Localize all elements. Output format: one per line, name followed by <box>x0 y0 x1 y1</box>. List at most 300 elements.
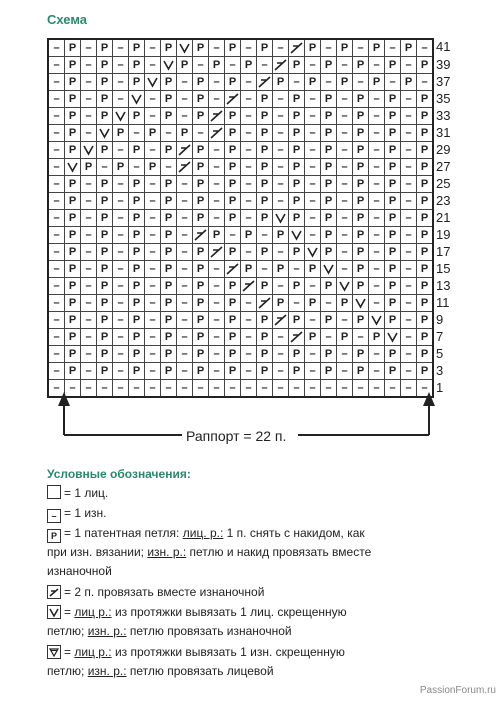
purl-cell: – <box>305 380 321 398</box>
purl-cell: – <box>241 159 257 176</box>
patent-stitch-cell: P <box>257 108 273 125</box>
patent-stitch-cell: P <box>129 108 145 125</box>
purl-cell: – <box>289 380 305 398</box>
patent-stitch-cell: P <box>289 363 305 380</box>
patent-stitch-cell: P <box>97 57 113 74</box>
patent-stitch-cell: P <box>97 346 113 363</box>
purl-cell: – <box>145 57 161 74</box>
patent-stitch-cell: P <box>337 295 353 312</box>
purl-cell: – <box>369 108 385 125</box>
patent-stitch-cell: P <box>65 193 81 210</box>
patent-stitch-cell: P <box>417 312 434 329</box>
patent-stitch-cell: P <box>81 159 97 176</box>
row-number-label: 25 <box>436 175 451 191</box>
patent-stitch-cell: P <box>353 278 369 295</box>
patent-stitch-cell: P <box>321 312 337 329</box>
patent-stitch-cell: P <box>177 125 193 142</box>
k2tog-symbol-icon <box>47 585 61 599</box>
purl-cell: – <box>81 210 97 227</box>
purl-cell: – <box>81 57 97 74</box>
patent-stitch-cell: P <box>161 261 177 278</box>
patent-stitch-cell: P <box>385 363 401 380</box>
purl-cell: – <box>401 261 417 278</box>
purl-cell: – <box>401 142 417 159</box>
patent-stitch-cell: P <box>401 74 417 91</box>
purl-cell: – <box>81 346 97 363</box>
patent-stitch-cell: P <box>353 346 369 363</box>
patent-stitch-cell: P <box>353 159 369 176</box>
row-number-label: 27 <box>436 158 451 174</box>
purl-cell: – <box>401 210 417 227</box>
patent-stitch-cell: P <box>321 227 337 244</box>
purl-cell: – <box>48 261 65 278</box>
purl-cell: – <box>305 108 321 125</box>
purl-cell: – <box>401 380 417 398</box>
repeat-label: Раппорт = 22 п. <box>186 428 287 444</box>
purl-cell: – <box>321 74 337 91</box>
purl-cell: – <box>241 91 257 108</box>
patent-stitch-cell: P <box>321 278 337 295</box>
purl-cell: – <box>353 74 369 91</box>
patent-stitch-cell: P <box>193 261 209 278</box>
patent-stitch-cell: P <box>97 39 113 57</box>
patent-stitch-cell: P <box>257 91 273 108</box>
purl-cell: – <box>241 193 257 210</box>
patent-stitch-cell: P <box>161 176 177 193</box>
patent-stitch-cell: P <box>257 39 273 57</box>
patent-stitch-cell: P <box>65 91 81 108</box>
row-number-label: 3 <box>436 362 444 378</box>
patent-stitch-cell: P <box>193 363 209 380</box>
patent-stitch-cell: P <box>129 363 145 380</box>
purl-cell: – <box>97 159 113 176</box>
purl-cell: – <box>81 91 97 108</box>
patent-stitch-cell: P <box>385 244 401 261</box>
patent-stitch-cell: P <box>417 91 434 108</box>
purl-cell: – <box>113 380 129 398</box>
purl-cell: – <box>337 108 353 125</box>
patent-stitch-cell: P <box>321 108 337 125</box>
patent-stitch-cell: P <box>97 278 113 295</box>
patent-stitch-cell: P <box>353 261 369 278</box>
row-number-label: 5 <box>436 345 444 361</box>
patent-stitch-cell: P <box>129 176 145 193</box>
patent-stitch-cell: P <box>65 176 81 193</box>
purl-cell: – <box>209 329 225 346</box>
legend-patent: P = 1 патентная петля: лиц. р.: 1 п. снять с накидом, как <box>47 524 365 543</box>
purl-cell: – <box>337 210 353 227</box>
purl-cell: – <box>209 193 225 210</box>
patent-stitch-cell: P <box>65 295 81 312</box>
purl-cell: – <box>385 74 401 91</box>
patent-stitch-cell: P <box>97 363 113 380</box>
purl-cell: – <box>48 278 65 295</box>
patent-stitch-cell: P <box>289 193 305 210</box>
patent-stitch-cell: P <box>193 278 209 295</box>
purl-cell: – <box>241 380 257 398</box>
patent-stitch-cell: P <box>193 159 209 176</box>
purl-cell: – <box>337 193 353 210</box>
patent-stitch-cell: P <box>321 142 337 159</box>
purl-cell: – <box>305 142 321 159</box>
purl-cell: – <box>369 91 385 108</box>
purl-cell: – <box>241 125 257 142</box>
purl-cell: – <box>305 176 321 193</box>
patent-stitch-cell: P <box>129 244 145 261</box>
purl-cell: – <box>145 329 161 346</box>
row-number-label: 29 <box>436 141 451 157</box>
purl-cell: – <box>113 142 129 159</box>
purl-cell: – <box>113 227 129 244</box>
purl-cell: – <box>401 91 417 108</box>
purl-cell: – <box>81 74 97 91</box>
purl-cell: – <box>305 57 321 74</box>
purl-cell: – <box>209 380 225 398</box>
patent-stitch-cell: P <box>369 74 385 91</box>
patent-stitch-cell: P <box>225 39 241 57</box>
patent-stitch-cell: P <box>417 176 434 193</box>
purl-cell: – <box>337 142 353 159</box>
purl-cell: – <box>369 142 385 159</box>
purl-cell: – <box>113 57 129 74</box>
purl-cell: – <box>113 312 129 329</box>
purl-cell: – <box>353 380 369 398</box>
legend-inc-knit: = лиц р.: из протяжки вывязать 1 лиц. скрещенную <box>47 603 347 621</box>
patent-stitch-cell: P <box>257 244 273 261</box>
purl-cell: – <box>113 261 129 278</box>
purl-cell: – <box>401 363 417 380</box>
row-number-label: 41 <box>436 39 451 54</box>
row-number-label: 19 <box>436 226 451 242</box>
purl-cell: – <box>177 108 193 125</box>
patent-stitch-cell: P <box>193 346 209 363</box>
patent-stitch-cell: P <box>353 210 369 227</box>
patent-stitch-cell: P <box>321 125 337 142</box>
purl-cell: – <box>48 108 65 125</box>
purl-cell: – <box>289 295 305 312</box>
patent-stitch-cell: P <box>193 176 209 193</box>
purl-cell: – <box>177 346 193 363</box>
patent-stitch-cell: P <box>385 57 401 74</box>
patent-stitch-cell: P <box>97 176 113 193</box>
patent-stitch-cell: P <box>417 329 434 346</box>
purl-cell: – <box>337 57 353 74</box>
purl-cell: – <box>145 39 161 57</box>
purl-cell: – <box>337 91 353 108</box>
purl-cell: – <box>369 210 385 227</box>
patent-stitch-cell: P <box>97 142 113 159</box>
patent-stitch-cell: P <box>321 346 337 363</box>
patent-stitch-cell: P <box>225 125 241 142</box>
patent-stitch-cell: P <box>305 261 321 278</box>
purl-cell: – <box>113 176 129 193</box>
patent-stitch-cell: P <box>97 244 113 261</box>
patent-stitch-cell: P <box>65 39 81 57</box>
patent-stitch-cell: P <box>417 108 434 125</box>
purl-cell: – <box>369 57 385 74</box>
patent-stitch-cell: P <box>257 363 273 380</box>
legend-inc-purl: = лиц р.: из протяжки вывязать 1 изн. скрещенную <box>47 643 345 661</box>
purl-cell: – <box>241 74 257 91</box>
patent-stitch-cell: P <box>289 278 305 295</box>
patent-stitch-cell: P <box>193 312 209 329</box>
purl-cell: – <box>417 380 434 398</box>
purl-cell: – <box>209 91 225 108</box>
row-number-label: 23 <box>436 192 451 208</box>
patent-stitch-cell: P <box>161 210 177 227</box>
patent-stitch-symbol-icon: P <box>47 529 61 543</box>
patent-stitch-cell: P <box>129 278 145 295</box>
purl-cell: – <box>401 227 417 244</box>
patent-stitch-cell: P <box>417 159 434 176</box>
purl-cell: – <box>273 329 289 346</box>
patent-stitch-cell: P <box>401 39 417 57</box>
site-watermark: PassionForum.ru <box>419 685 496 696</box>
purl-cell: – <box>177 193 193 210</box>
patent-stitch-cell: P <box>353 91 369 108</box>
purl-cell: – <box>273 346 289 363</box>
purl-cell: – <box>177 278 193 295</box>
patent-stitch-cell: P <box>289 91 305 108</box>
purl-cell: – <box>225 380 241 398</box>
patent-stitch-cell: P <box>129 295 145 312</box>
purl-cell: – <box>48 142 65 159</box>
purl-cell: – <box>369 261 385 278</box>
purl-cell: – <box>401 312 417 329</box>
patent-stitch-cell: P <box>193 74 209 91</box>
patent-stitch-cell: P <box>417 125 434 142</box>
purl-cell: – <box>257 380 273 398</box>
row-number-label: 11 <box>436 294 450 310</box>
patent-stitch-cell: P <box>417 346 434 363</box>
purl-cell: – <box>209 295 225 312</box>
purl-cell: – <box>305 227 321 244</box>
patent-stitch-cell: P <box>97 74 113 91</box>
patent-stitch-cell: P <box>97 329 113 346</box>
purl-cell: – <box>305 210 321 227</box>
patent-stitch-cell: P <box>193 193 209 210</box>
purl-cell: – <box>81 227 97 244</box>
purl-cell: – <box>225 227 241 244</box>
row-number-label: 17 <box>436 243 451 259</box>
inc-purl-symbol-icon <box>47 645 61 659</box>
patent-stitch-cell: P <box>321 57 337 74</box>
patent-stitch-cell: P <box>193 329 209 346</box>
row-number-label: 37 <box>436 73 451 89</box>
purl-cell: – <box>48 176 65 193</box>
patent-stitch-cell: P <box>161 39 177 57</box>
legend-knit: = 1 лиц. <box>47 484 108 502</box>
patent-stitch-cell: P <box>289 312 305 329</box>
patent-stitch-cell: P <box>193 142 209 159</box>
patent-stitch-cell: P <box>417 193 434 210</box>
purl-cell: – <box>81 193 97 210</box>
purl-cell: – <box>209 346 225 363</box>
patent-stitch-cell: P <box>289 108 305 125</box>
purl-cell: – <box>401 244 417 261</box>
purl-cell: – <box>321 380 337 398</box>
legend-inc-knit-cont: петлю; изн. р.: петлю провязать изнаночной <box>47 624 292 638</box>
purl-cell: – <box>401 159 417 176</box>
purl-cell: – <box>145 346 161 363</box>
patent-stitch-cell: P <box>273 295 289 312</box>
purl-cell: – <box>369 295 385 312</box>
purl-cell: – <box>113 363 129 380</box>
legend-k2tog: = 2 п. провязать вместе изнаночной <box>47 583 264 601</box>
patent-stitch-cell: P <box>369 329 385 346</box>
purl-cell: – <box>273 244 289 261</box>
patent-stitch-cell: P <box>385 159 401 176</box>
purl-cell: – <box>177 380 193 398</box>
patent-stitch-cell: P <box>321 159 337 176</box>
patent-stitch-cell: P <box>209 227 225 244</box>
purl-cell: – <box>113 278 129 295</box>
patent-stitch-cell: P <box>225 193 241 210</box>
patent-stitch-cell: P <box>321 176 337 193</box>
purl-cell: – <box>113 91 129 108</box>
patent-stitch-cell: P <box>225 244 241 261</box>
purl-cell: – <box>241 244 257 261</box>
patent-stitch-cell: P <box>97 108 113 125</box>
purl-cell: – <box>337 312 353 329</box>
purl-cell: – <box>177 74 193 91</box>
purl-cell: – <box>145 312 161 329</box>
patent-stitch-cell: P <box>97 91 113 108</box>
row-number-label: 13 <box>436 277 451 293</box>
patent-stitch-cell: P <box>337 39 353 57</box>
patent-stitch-cell: P <box>225 346 241 363</box>
purl-cell: – <box>177 329 193 346</box>
purl-cell: – <box>193 57 209 74</box>
patent-stitch-cell: P <box>257 159 273 176</box>
patent-stitch-cell: P <box>161 193 177 210</box>
purl-cell: – <box>113 244 129 261</box>
purl-cell: – <box>177 261 193 278</box>
patent-stitch-cell: P <box>129 329 145 346</box>
patent-stitch-cell: P <box>209 57 225 74</box>
patent-stitch-cell: P <box>385 346 401 363</box>
purl-cell: – <box>241 312 257 329</box>
patent-stitch-cell: P <box>65 346 81 363</box>
purl-cell: – <box>401 329 417 346</box>
purl-cell: – <box>48 91 65 108</box>
chart-title: Схема <box>47 12 88 27</box>
purl-cell: – <box>65 380 81 398</box>
patent-stitch-cell: P <box>225 278 241 295</box>
purl-cell: – <box>81 39 97 57</box>
purl-cell: – <box>273 176 289 193</box>
repeat-right-arrowhead-icon <box>423 392 435 406</box>
patent-stitch-cell: P <box>225 329 241 346</box>
patent-stitch-cell: P <box>129 142 145 159</box>
purl-cell: – <box>241 176 257 193</box>
purl-cell: – <box>417 39 434 57</box>
patent-stitch-cell: P <box>129 312 145 329</box>
purl-cell: – <box>48 329 65 346</box>
patent-stitch-cell: P <box>225 176 241 193</box>
purl-cell: – <box>81 312 97 329</box>
patent-stitch-cell: P <box>65 108 81 125</box>
purl-cell: – <box>81 125 97 142</box>
patent-stitch-cell: P <box>161 142 177 159</box>
patent-stitch-cell: P <box>289 159 305 176</box>
patent-stitch-cell: P <box>65 261 81 278</box>
purl-cell: – <box>81 108 97 125</box>
purl-cell: – <box>145 108 161 125</box>
patent-stitch-cell: P <box>225 295 241 312</box>
patent-stitch-cell: P <box>225 312 241 329</box>
patent-stitch-cell: P <box>193 295 209 312</box>
purl-cell: – <box>145 193 161 210</box>
patent-stitch-cell: P <box>257 125 273 142</box>
patent-stitch-cell: P <box>353 244 369 261</box>
purl-cell: – <box>353 329 369 346</box>
patent-stitch-cell: P <box>385 210 401 227</box>
patent-stitch-cell: P <box>289 57 305 74</box>
purl-cell: – <box>113 295 129 312</box>
patent-stitch-cell: P <box>353 193 369 210</box>
purl-cell: – <box>81 380 97 398</box>
patent-stitch-cell: P <box>241 57 257 74</box>
purl-cell: – <box>401 346 417 363</box>
purl-cell: – <box>177 227 193 244</box>
purl-cell: – <box>337 363 353 380</box>
purl-cell: – <box>48 312 65 329</box>
purl-cell: – <box>113 346 129 363</box>
row-number-label: 31 <box>436 124 451 140</box>
purl-cell: – <box>401 193 417 210</box>
patent-stitch-cell: P <box>353 363 369 380</box>
patent-stitch-cell: P <box>257 176 273 193</box>
purl-cell: – <box>81 363 97 380</box>
patent-stitch-cell: P <box>65 312 81 329</box>
patent-stitch-cell: P <box>161 244 177 261</box>
patent-stitch-cell: P <box>65 363 81 380</box>
purl-cell: – <box>145 363 161 380</box>
purl-cell: – <box>48 244 65 261</box>
purl-cell: – <box>193 125 209 142</box>
purl-cell: – <box>273 193 289 210</box>
patent-stitch-cell: P <box>273 261 289 278</box>
purl-cell: – <box>145 227 161 244</box>
patent-stitch-cell: P <box>417 363 434 380</box>
purl-cell: – <box>81 261 97 278</box>
purl-cell: – <box>385 380 401 398</box>
purl-cell: – <box>209 176 225 193</box>
patent-stitch-cell: P <box>129 261 145 278</box>
purl-cell: – <box>129 159 145 176</box>
patent-stitch-cell: P <box>353 125 369 142</box>
patent-stitch-cell: P <box>97 261 113 278</box>
patent-stitch-cell: P <box>385 176 401 193</box>
patent-stitch-cell: P <box>193 39 209 57</box>
patent-stitch-cell: P <box>369 39 385 57</box>
patent-stitch-cell: P <box>65 74 81 91</box>
purl-cell: – <box>337 261 353 278</box>
legend-title: Условные обозначения: <box>47 467 191 481</box>
patent-stitch-cell: P <box>193 210 209 227</box>
row-number-label: 35 <box>436 90 451 106</box>
row-number-label: 21 <box>436 209 451 225</box>
purl-cell: – <box>145 176 161 193</box>
purl-cell: – <box>48 74 65 91</box>
patent-stitch-cell: P <box>385 312 401 329</box>
patent-stitch-cell: P <box>129 227 145 244</box>
purl-cell: – <box>401 278 417 295</box>
patent-stitch-cell: P <box>305 74 321 91</box>
purl-cell: – <box>48 159 65 176</box>
patent-stitch-cell: P <box>225 74 241 91</box>
